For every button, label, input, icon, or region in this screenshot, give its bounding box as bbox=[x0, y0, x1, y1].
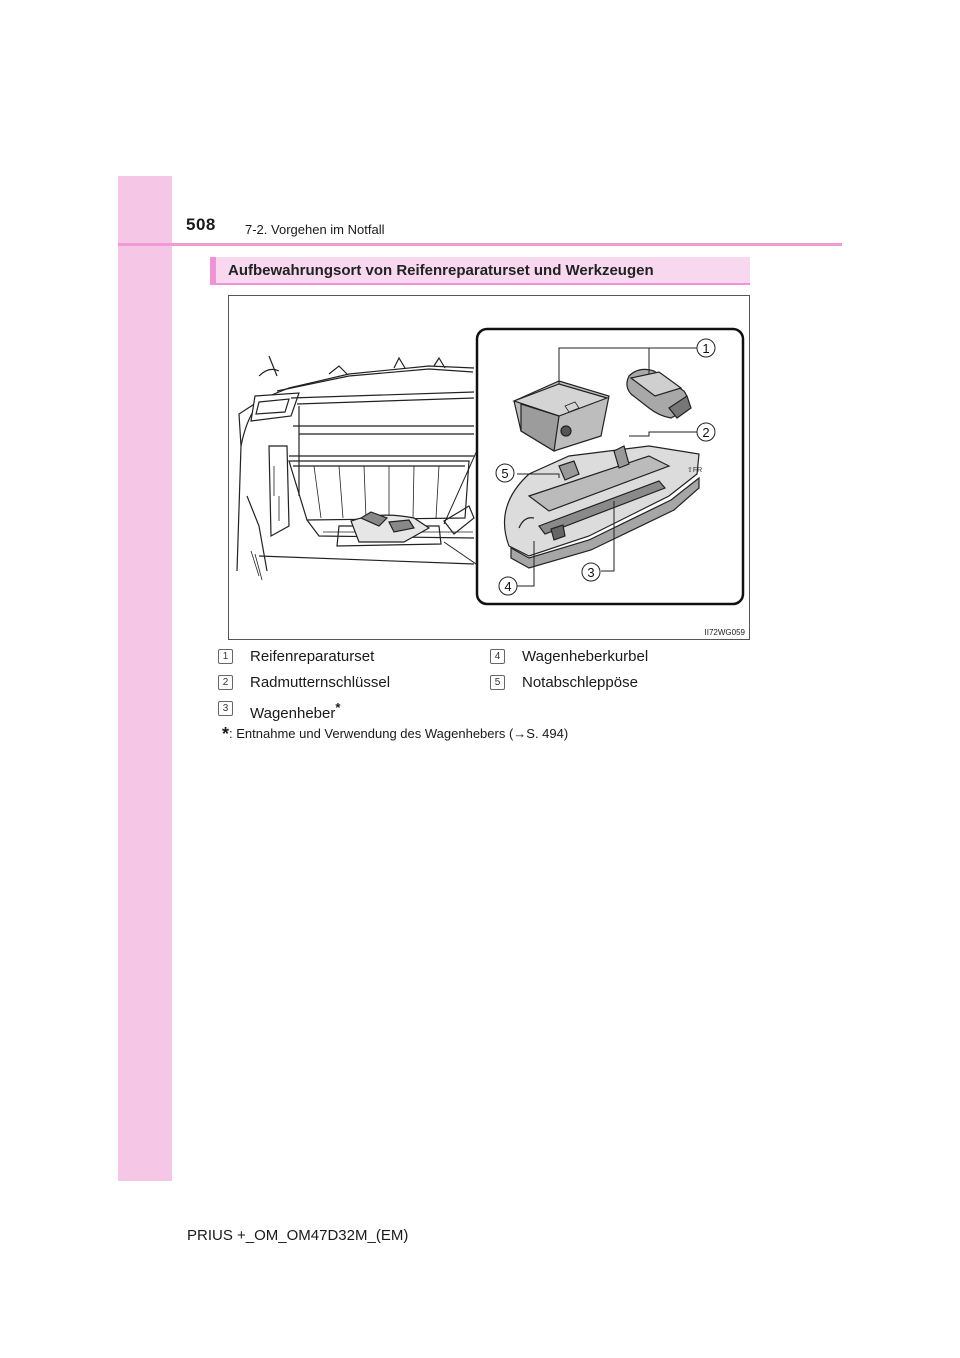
document-code: PRIUS +_OM_OM47D32M_(EM) bbox=[187, 1227, 409, 1244]
callout-1: 1 bbox=[702, 341, 710, 356]
legend-footnote-marker: * bbox=[335, 700, 341, 715]
callout-4: 4 bbox=[504, 579, 512, 594]
legend-label-2: Radmutternschlüssel bbox=[250, 674, 391, 691]
figure-code: II72WG059 bbox=[704, 628, 745, 637]
illustration-drawing bbox=[229, 296, 749, 639]
legend-number-5: 5 bbox=[490, 675, 505, 690]
footnote bbox=[222, 722, 568, 743]
legend-label-4: Wagenheberkurbel bbox=[522, 648, 649, 665]
legend-number-4: 4 bbox=[490, 649, 505, 664]
callout-5: 5 bbox=[501, 466, 509, 481]
trunk-tools-illustration bbox=[228, 295, 750, 640]
footnote-star: * bbox=[222, 724, 230, 744]
legend-label-1: Reifenreparaturset bbox=[250, 648, 375, 665]
section-heading-text: Aufbewahrungsort von Reifenreparaturset und Werkzeugen bbox=[228, 262, 654, 279]
legend-label-3-wrap bbox=[250, 700, 340, 722]
legend-number-2: 2 bbox=[218, 675, 233, 690]
side-margin-band bbox=[118, 176, 172, 1181]
section-heading bbox=[210, 257, 750, 285]
legend-number-1: 1 bbox=[218, 649, 233, 664]
page-number: 508 bbox=[186, 215, 216, 234]
legend-label-5: Notabschleppöse bbox=[522, 674, 638, 691]
legend-number-3: 3 bbox=[218, 701, 233, 716]
footnote-text: : Entnahme und Verwendung des Wagenhebers (→S. 494) bbox=[229, 726, 569, 741]
header-divider bbox=[118, 243, 842, 246]
section-breadcrumb: 7-2. Vorgehen im Notfall bbox=[245, 222, 385, 237]
callout-3: 3 bbox=[587, 565, 595, 580]
svg-text:⇧FR: ⇧FR bbox=[687, 467, 703, 474]
callout-2: 2 bbox=[702, 425, 710, 440]
legend-label-3: Wagenheber bbox=[250, 705, 336, 722]
